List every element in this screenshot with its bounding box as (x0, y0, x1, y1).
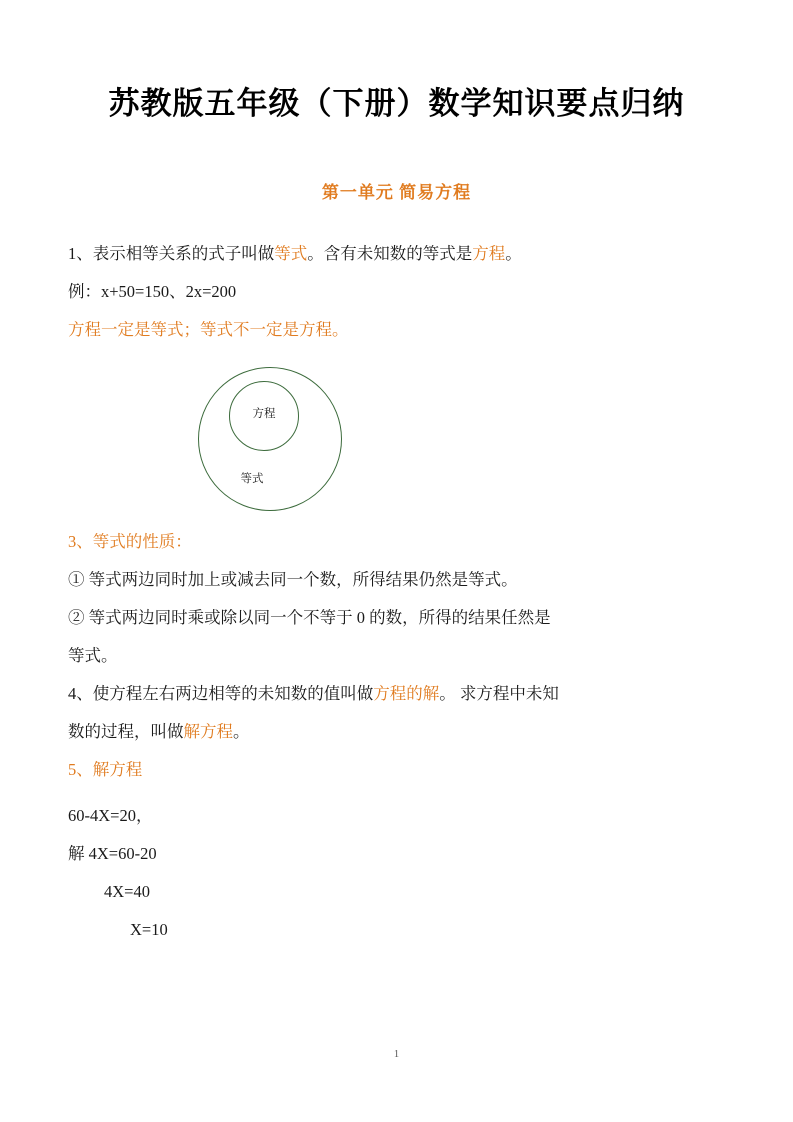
paragraph-line: ② 等式两边同时乘或除以同一个不等于 0 的数，所得的结果任然是 (68, 608, 551, 627)
equation-block (68, 797, 725, 949)
venn-inner-label: 方程 (252, 408, 276, 420)
paragraph-line: 数的过程，叫做解方程。 (68, 722, 250, 741)
body-block-top (68, 203, 725, 349)
section-heading: 第一单元 简易方程 (321, 183, 472, 202)
paragraph-line: 3、等式的性质： (68, 532, 192, 551)
equation-line: X=10 (130, 920, 168, 939)
paragraph-line: 方程一定是等式；等式不一定是方程。 (68, 320, 349, 339)
paragraph-line: 例：x+50=150、2x=200 (68, 282, 237, 301)
body-block-bottom (68, 517, 725, 789)
paragraph-line: ① 等式两边同时加上或减去同一个数，所得结果仍然是等式。 (68, 570, 518, 589)
paragraph-line: 4、使方程左右两边相等的未知数的值叫做方程的解。 求方程中未知 (68, 684, 559, 703)
venn-diagram (198, 359, 725, 517)
paragraph-line: 5、解方程 (68, 760, 143, 779)
page-title: 苏教版五年级（下册）数学知识要点归纳 (108, 86, 685, 121)
equation-line: 4X=40 (104, 882, 150, 901)
page-number: 1 (393, 1049, 400, 1060)
paragraph-line: 等式。 (68, 646, 118, 665)
equation-line: 解 4X=60-20 (68, 844, 157, 863)
paragraph-line: 1、表示相等关系的式子叫做等式。含有未知数的等式是方程。 (68, 244, 522, 263)
venn-outer-label: 等式 (240, 473, 264, 485)
equation-line: 60-4X=20， (68, 806, 153, 825)
